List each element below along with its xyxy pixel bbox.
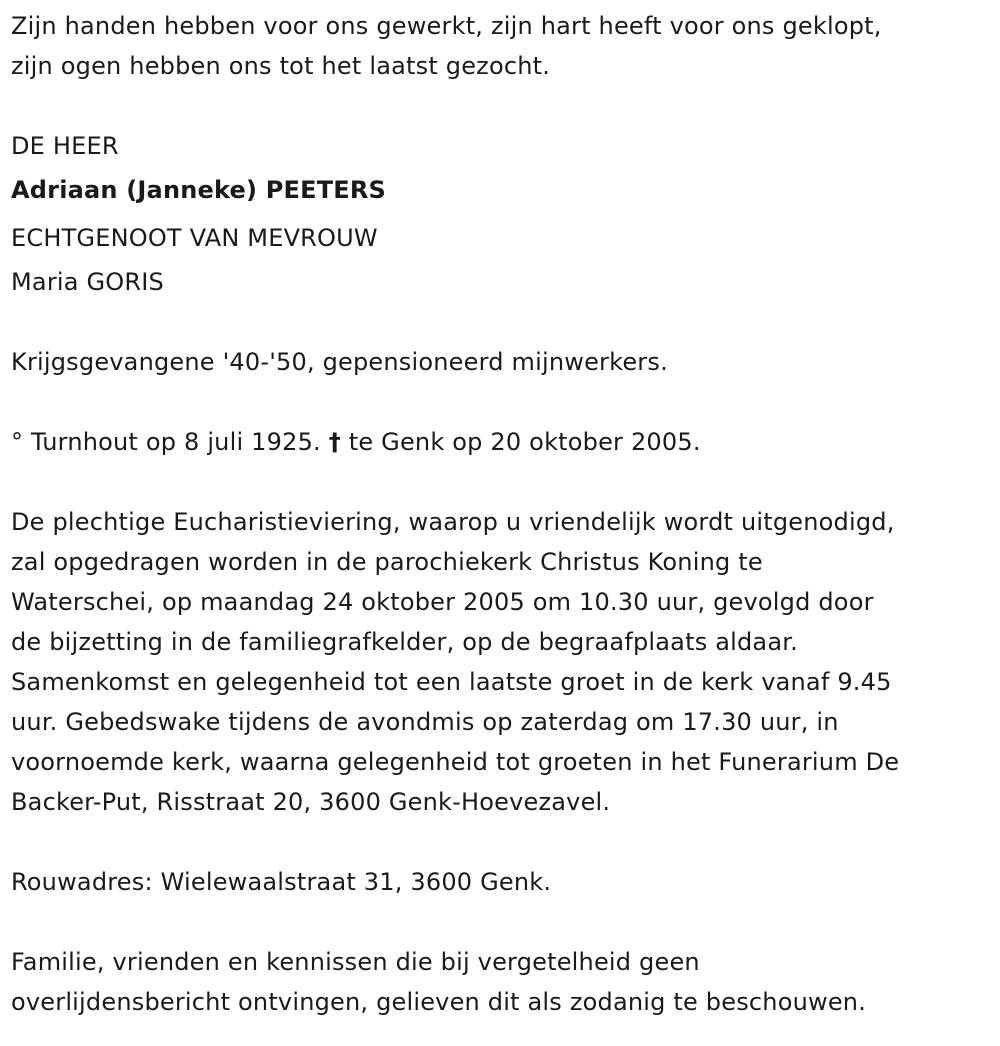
mourning-address: Rouwadres: Wielewaalstraat 31, 3600 Genk. <box>11 868 552 896</box>
intro-verse-line: zijn ogen hebben ons tot het laatst gezocht. <box>11 52 551 80</box>
ceremony-line: zal opgedragen worden in de parochiekerk Christus Koning te <box>11 548 763 576</box>
ceremony-line: uur. Gebedswake tijdens de avondmis op zaterdag om 17.30 uur, in <box>11 708 839 736</box>
ceremony-line: De plechtige Eucharistieviering, waarop u vriendelijk wordt uitgenodigd, <box>11 508 895 536</box>
occupation: Krijgsgevangene '40-'50, gepensioneerd mijnwerkers. <box>11 348 668 376</box>
intro-verse <box>11 6 993 86</box>
birth-text: Turnhout op 8 juli 1925. <box>31 428 321 456</box>
spacer <box>11 902 993 942</box>
closing-line: overlijdensbericht ontvingen, gelieven dit als zodanig te beschouwen. <box>11 988 867 1016</box>
spacer <box>11 302 993 342</box>
spouse-name: Maria GORIS <box>11 268 164 296</box>
title-prefix: DE HEER <box>11 132 119 160</box>
ceremony-line: Backer-Put, Risstraat 20, 3600 Genk-Hoevezavel. <box>11 788 611 816</box>
birth-symbol: ° <box>11 428 24 456</box>
closing-paragraph <box>11 942 993 1022</box>
spacer <box>11 86 993 126</box>
ceremony-line: voornoemde kerk, waarna gelegenheid tot groeten in het Funerarium De <box>11 748 900 776</box>
ceremony-line: de bijzetting in de familiegrafkelder, op de begraafplaats aldaar. <box>11 628 798 656</box>
obituary-notice <box>11 6 993 1022</box>
birth-death-line <box>11 422 993 462</box>
spacer <box>11 462 993 502</box>
deceased-name: Adriaan (Janneke) PEETERS <box>11 176 387 204</box>
cross-icon: † <box>328 428 341 456</box>
closing-line: Familie, vrienden en kennissen die bij vergetelheid geen <box>11 948 700 976</box>
ceremony-paragraph <box>11 502 993 822</box>
spacer <box>11 382 993 422</box>
ceremony-line: Waterschei, op maandag 24 oktober 2005 om 10.30 uur, gevolgd door <box>11 588 874 616</box>
ceremony-line: Samenkomst en gelegenheid tot een laatste groet in de kerk vanaf 9.45 <box>11 668 892 696</box>
spacer <box>11 822 993 862</box>
intro-verse-line: Zijn handen hebben voor ons gewerkt, zijn hart heeft voor ons geklopt, <box>11 12 882 40</box>
spouse-label: ECHTGENOOT VAN MEVROUW <box>11 224 378 252</box>
death-text: te Genk op 20 oktober 2005. <box>348 428 701 456</box>
